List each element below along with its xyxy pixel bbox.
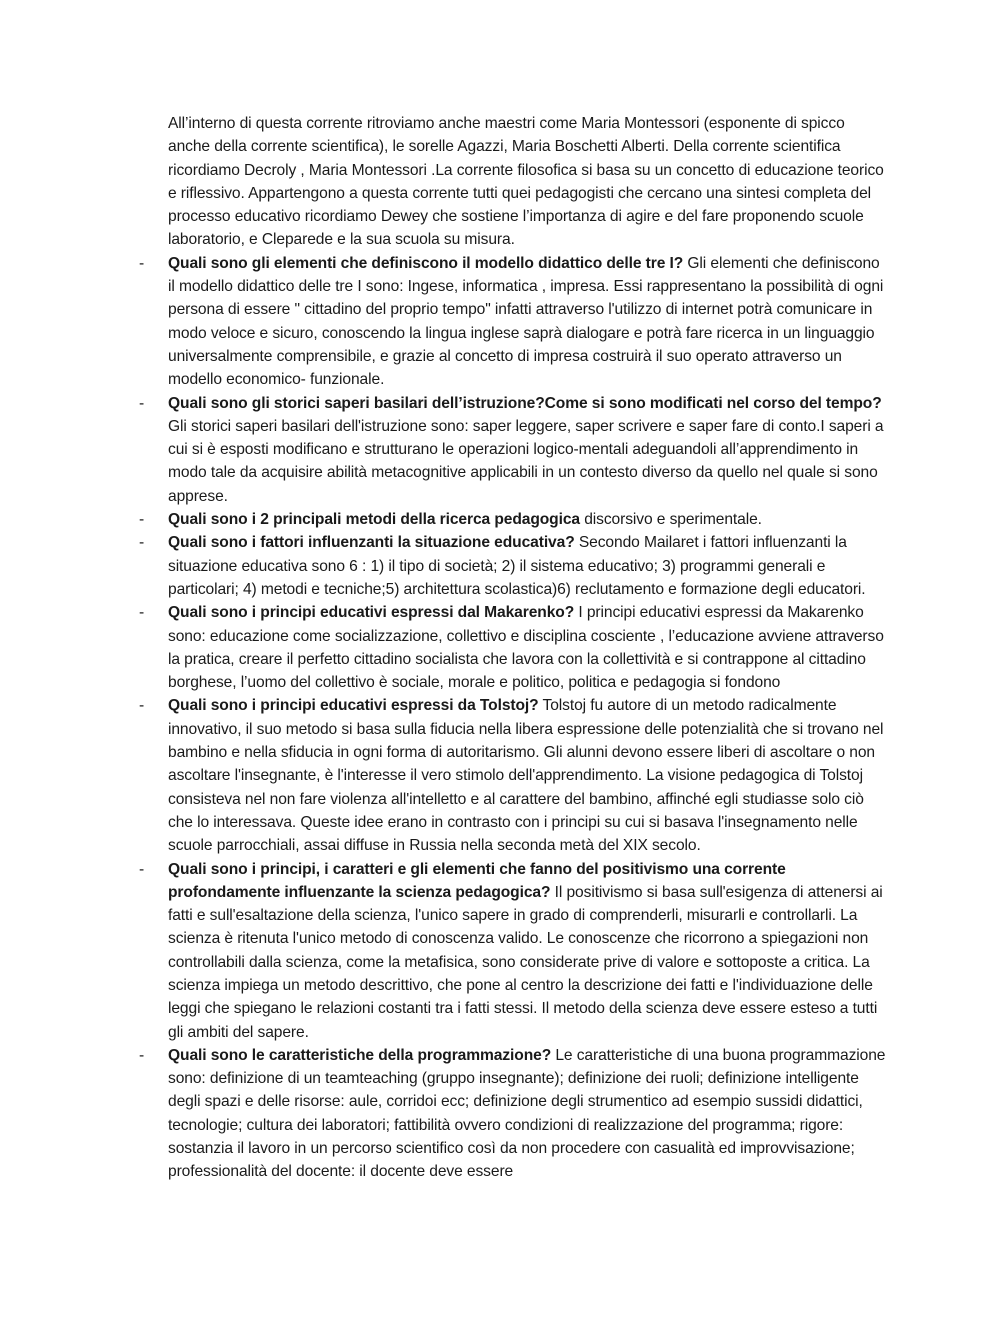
bullet-dash: - <box>139 697 145 715</box>
list-item-metodi-ricerca <box>139 508 886 531</box>
bullet-dash: - <box>139 604 145 622</box>
answer-text: Il positivismo si basa sull'esigenza di attenersi ai fatti e sull'esaltazione della scienza, l'unico sapere in grado di comprenderli, misurarli e controllarli. La scienza è ritenuta l'unico metodo di conoscenza valido. Le conoscenze che ricorrono a spiegazioni non controllabili dalla scienza, come la metafisica, sono considerate prive di valore e sottoposte a critica. La scienza impiega un metodo descrittivo, che pone al centro la descrizione dei fatti e l'individuazione delle leggi che spiegano le relazioni costanti tra i fatti stessi. Il metodo della scienza deve essere esteso a tutti gli ambiti del sapere. <box>168 883 883 1041</box>
answer-text: Secondo Mailaret i fattori influenzanti la situazione educativa sono 6 : 1) il tipo di società; 2) il sistema educativo; 3) programmi generali e particolari; 4) metodi e tecniche;5) architettura scolastica)6) reclutamento e formazione degli educatori. <box>168 534 866 598</box>
bullet-dash: - <box>139 860 145 878</box>
bullet-dash: - <box>139 1046 145 1064</box>
question-text: Quali sono le caratteristiche della programmazione? <box>168 1046 552 1064</box>
bullet-dash: - <box>139 254 145 272</box>
question-text: Quali sono gli elementi che definiscono il modello didattico delle tre I? <box>168 254 684 272</box>
answer-text: Le caratteristiche di una buona programmazione sono: definizione di un teamteaching (gruppo insegnante); definizione dei ruoli; definizione intelligente degli spazi e delle risorse: aule, corridoi ecc; definizione degli strumentico ad esempio sussidi didattici, tecnologie; cultura dei laboratori; fattibilità ovvero condizioni di realizzazione del programma; rigore: sostanzia il lavoro in un percorso scientifico così da non procedere con casualità ed improvvisazione; professionalità del docente: il docente deve essere <box>168 1046 886 1181</box>
question-text: Quali sono i principi, i caratteri e gli elementi che fanno del positivismo una corrente profondamente influenzante la scienza pedagogica? <box>168 860 786 901</box>
question-text: Quali sono i 2 principali metodi della ricerca pedagogica <box>168 511 580 529</box>
question-text: Quali sono gli storici saperi basilari dell’istruzione?Come si sono modificati nel corso del tempo? <box>168 394 882 412</box>
document-body <box>139 112 886 1184</box>
answer-text: I principi educativi espressi da Makarenko sono: educazione come socializzazione, collettivo e disciplina cosciente , l’educazione avviene attraverso la pratica, creare il perfetto cittadino socialista che lavora con la collettività e si contrappone al cittadino borghese, l’uomo del collettivo è sociale, morale e politico, politica e pedagogia si fondono <box>168 604 884 692</box>
answer-text: discorsivo e sperimentale. <box>579 511 762 529</box>
list-item-saperi-basilari <box>139 392 886 508</box>
list-item-fattori-influenzanti <box>139 531 886 601</box>
list-item-tre-i <box>139 252 886 392</box>
bullet-dash: - <box>139 394 145 412</box>
intro-paragraph: All’interno di questa corrente ritroviamo anche maestri come Maria Montessori (esponente di spicco anche della corrente scientifica), le sorelle Agazzi, Maria Boschetti Alberti. Della corrente scientifica ricordiamo Decroly , Maria Montessori .La corrente filosofica si basa su un concetto di educazione teorico e riflessivo. Appartengono a questa corrente tutti quei pedagogisti che cercano una sintesi completa del processo educativo ricordiamo Dewey che sostiene l’importanza di agire e del fare proponendo scuole laboratorio, e Cleparede e la sua scuola su misura. <box>168 115 884 249</box>
list-item-tolstoj <box>139 694 886 857</box>
question-text: Quali sono i fattori influenzanti la situazione educativa? <box>168 534 575 552</box>
list-item-makarenko <box>139 601 886 694</box>
bullet-dash: - <box>139 511 145 529</box>
answer-text: Tolstoj fu autore di un metodo radicalmente innovativo, il suo metodo si basa sulla fiducia nella libera espressione delle potenzialità che si trovano nel bambino e nella sfiducia in ogni forma di autoritarismo. Gli alunni devono essere liberi di ascoltare o non ascoltare l'insegnante, è l'interesse il vero stimolo dell'apprendimento. La visione pedagogica di Tolstoj consisteva nel non fare violenza all'intelletto e al carattere del bambino, affinché egli studiasse solo ciò che lo interessava. Queste idee erano in contrasto con i principi su cui si basava l'insegnamento nelle scuole parrocchiali, assai diffuse in Russia nella seconda metà del XIX secolo. <box>168 697 884 855</box>
question-text: Quali sono i principi educativi espressi dal Makarenko? <box>168 604 575 622</box>
list-item-positivismo <box>139 858 886 1044</box>
answer-text: Gli storici saperi basilari dell'istruzione sono: saper leggere, saper scrivere e saper fare di conto.I saperi a cui si è esposti modificano e strutturano le operazioni logico-mentali adeguandoli all’apprendimento in modo tale da acquisire abilità metacognitive applicabili in un contesto diverso da quello nel quale si sono apprese. <box>168 417 884 505</box>
question-text: Quali sono i principi educativi espressi da Tolstoj? <box>168 697 539 715</box>
list-item-programmazione <box>139 1044 886 1184</box>
answer-text: Gli elementi che definiscono il modello didattico delle tre I sono: Ingese, informatica , impresa. Essi rappresentano la possibilità di ogni persona di essere " cittadino del proprio tempo" infatti attraverso l'utilizzo di internet potrà comunicare in modo veloce e sicuro, conoscendo la lingua inglese saprà dialogare e potrà fare ricerca in un linguaggio universalmente comprensibile, e grazie al concetto di impresa costruirà il suo operato attraverso un modello economico- funzionale. <box>168 254 884 389</box>
bullet-dash: - <box>139 534 145 552</box>
